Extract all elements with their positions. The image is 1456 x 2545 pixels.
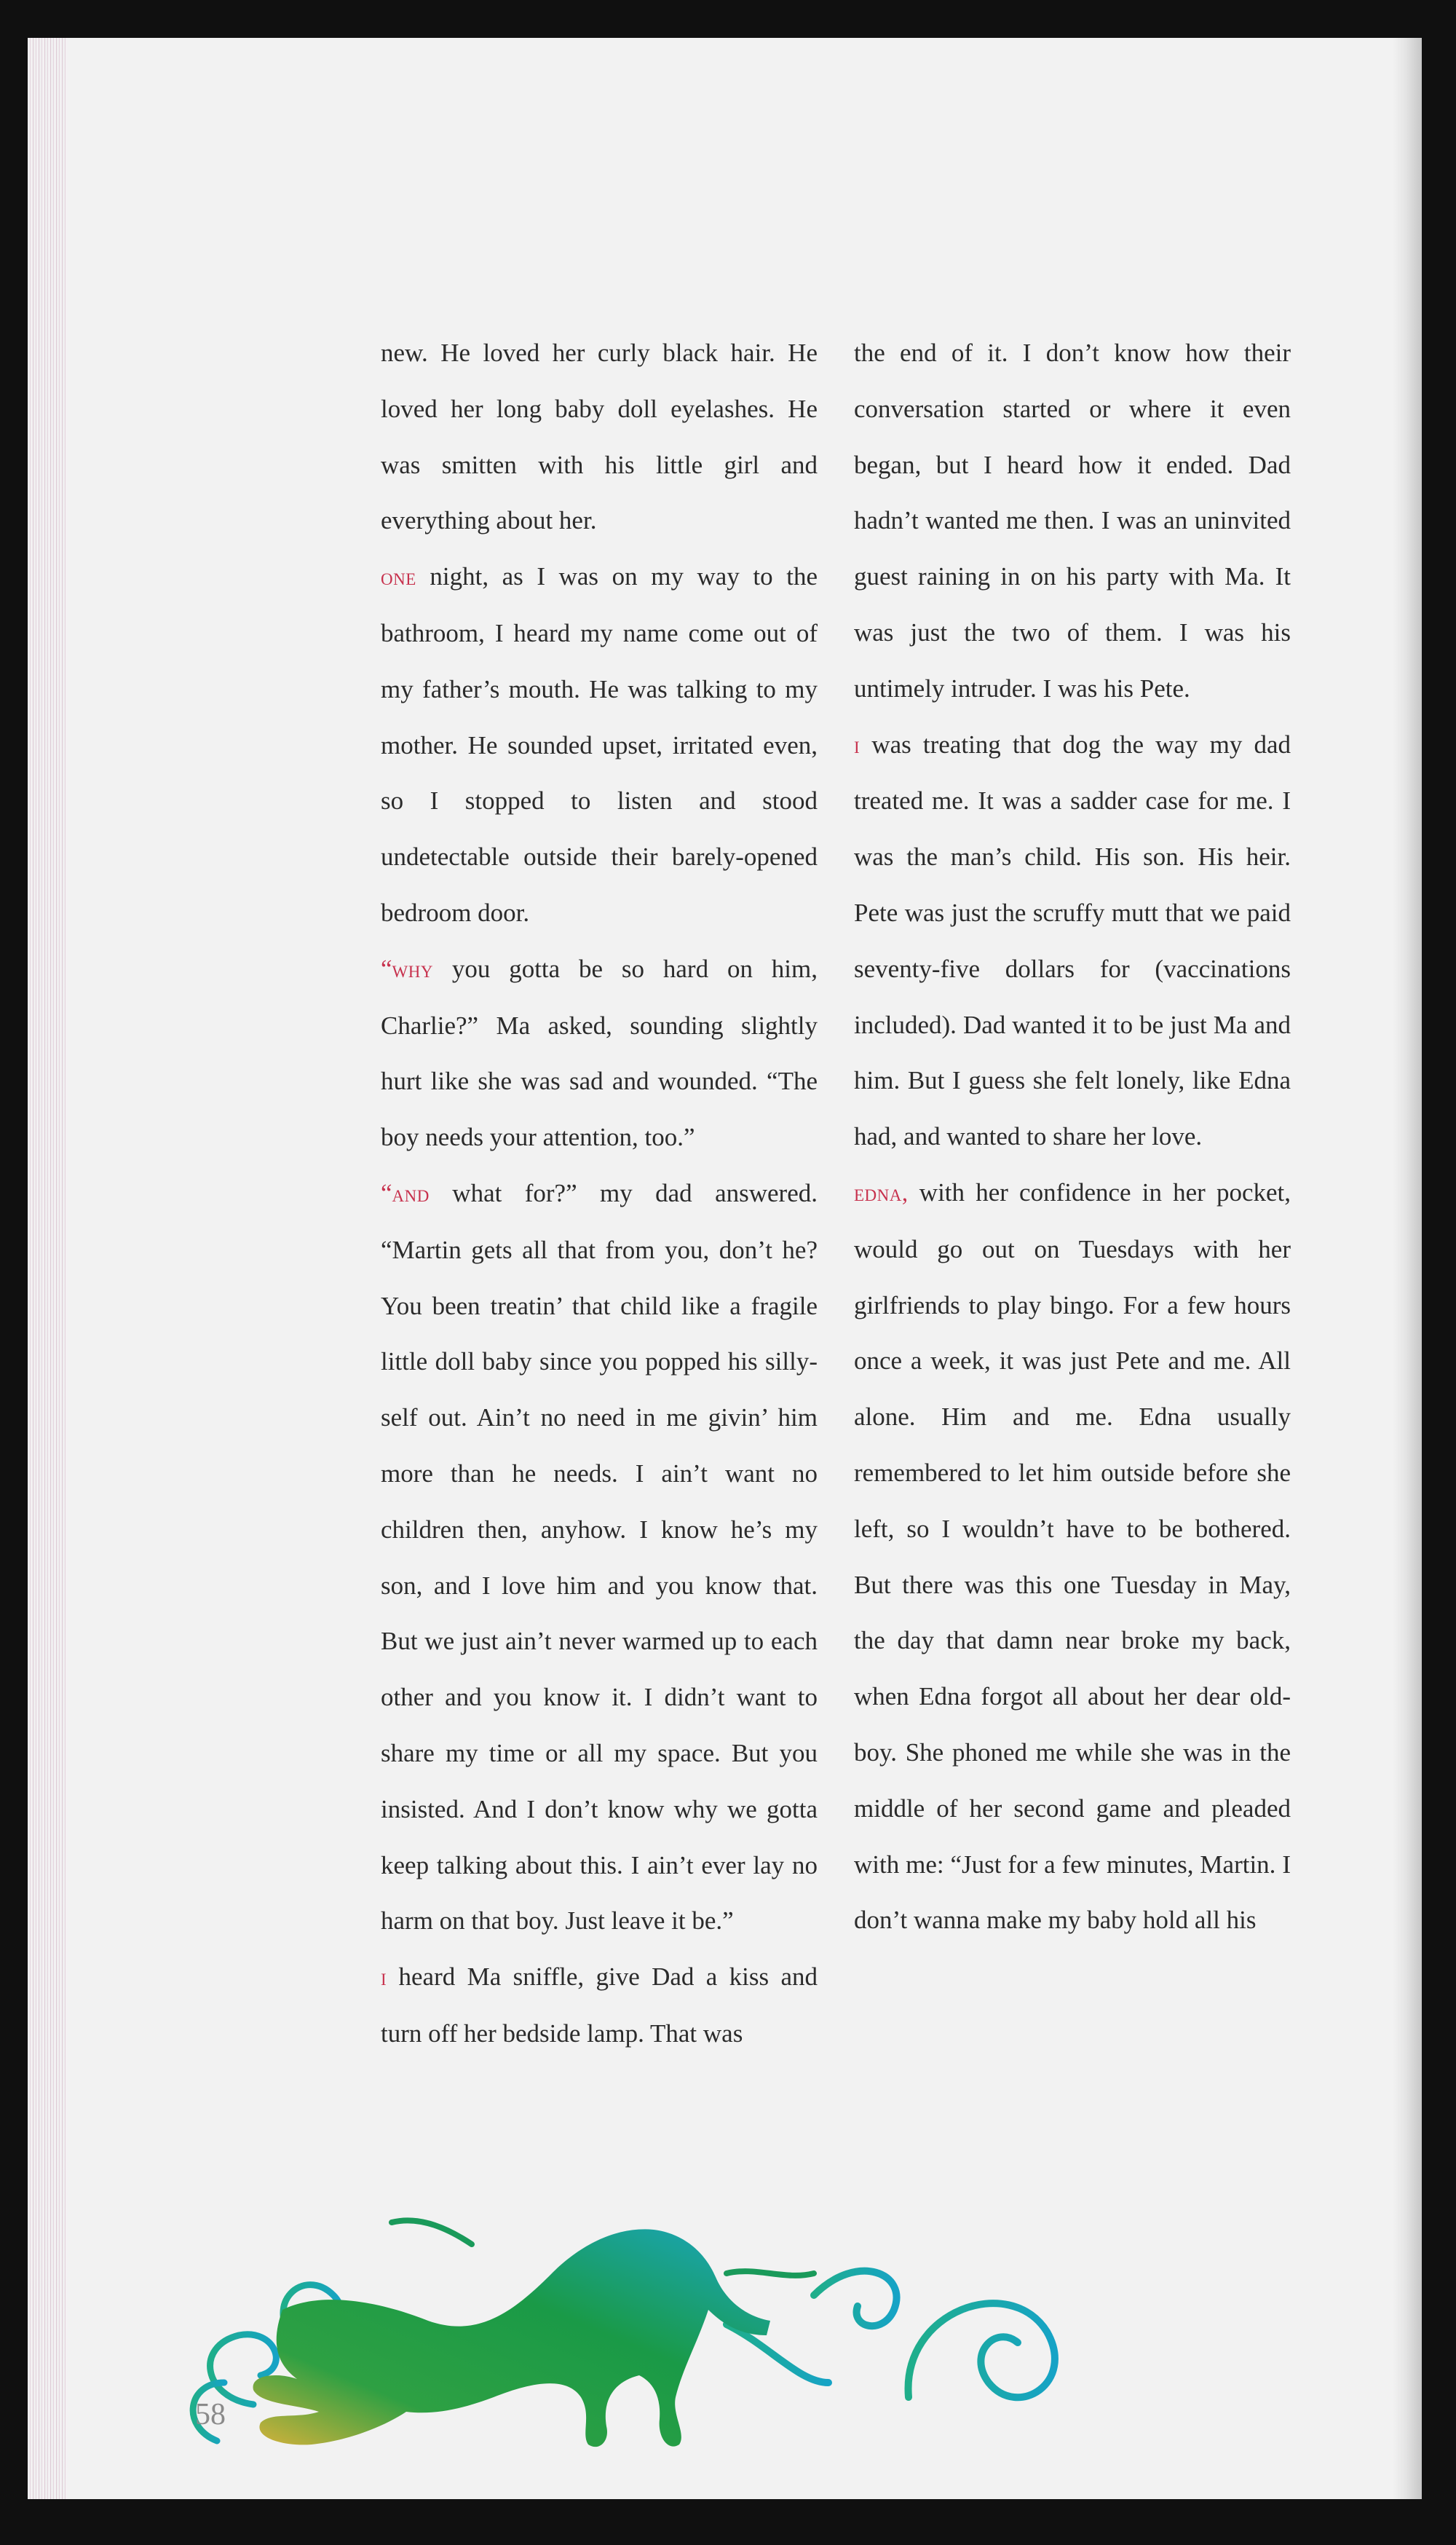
- drop-word: why: [392, 956, 433, 983]
- dog-silhouette: [253, 2229, 770, 2447]
- paragraph-text: what for?” my dad answered. “Martin gets all that from you, don’t he? You been treatin’ that child like a fragile little doll baby since you popped his silly-self out. Ain’t no need in me givin’ him more than he needs. I ain’t want no children then, anyhow. I know he’s my son, and I love him and you know that. But we just ain’t never warmed up to each other and you know it. I didn’t want to share my time or all my space. But you insisted. And I don’t know why we gotta keep talking about this. I ain’t ever lay no harm on that boy. Just leave it be.”: [381, 1178, 818, 1936]
- dog-illustration: [173, 2164, 1120, 2477]
- paragraph-text: heard Ma sniffle, give Dad a kiss and turn off her bedside lamp. That was: [381, 1962, 818, 2048]
- text-column-right: [854, 325, 1291, 1949]
- opening-quote: “: [381, 954, 392, 983]
- paragraph-text: the end of it. I don’t know how their conversation started or where it even began, but I heard how it ended. Dad hadn’t wanted me then. I was an uninvited guest raining in on his party with Ma. It was just the two of them. I was his untimely intruder. I was his Pete.: [854, 339, 1291, 703]
- paragraph-text: you gotta be so hard on him, Charlie?” Ma asked, sounding slightly hurt like she was sad and wounded. “The boy needs your attention, too.”: [381, 954, 818, 1152]
- swirl-right: [727, 2271, 1055, 2398]
- drop-word: edna,: [854, 1180, 909, 1207]
- page-number: 58: [195, 2398, 226, 2431]
- drop-word: and: [392, 1180, 430, 1207]
- paragraph-text: new. He loved her curly black hair. He loved her long baby doll eyelashes. He was smitten with his little girl and everything about her.: [381, 339, 818, 535]
- paragraph-text: night, as I was on my way to the bathroom, I heard my name come out of my father’s mouth. He was talking to my mother. He sounded upset, irritated even, so I stopped to listen and stood undetectable outside their barely-opened bedroom door.: [381, 562, 818, 927]
- paragraph: [381, 1949, 818, 2062]
- text-column-left: [381, 325, 818, 2062]
- page-edges: [28, 38, 68, 2499]
- paragraph: [381, 1166, 818, 1949]
- paragraph-text: with her confidence in her pocket, would go out on Tuesdays with her girlfriends to play bingo. For a few hours once a week, it was just Pete and me. All alone. Him and me. Edna usually remembered to let him outside before she left, so I wouldn’t have to be bothered. But there was this one Tuesday in May, the day that damn near broke my back, when Edna forgot all about her dear old-boy. She phoned me while she was in the middle of her second game and pleaded with me: “Just for a few minutes, Martin. I don’t wanna make my baby hold all his: [854, 1177, 1291, 1935]
- opening-quote: “: [381, 1178, 392, 1207]
- drop-word: i: [854, 732, 860, 759]
- drop-word: one: [381, 564, 416, 591]
- paragraph-text: was treating that dog the way my dad treated me. It was a sadder case for me. I was the man’s child. His son. His heir. Pete was just the scruffy mutt that we paid seventy-five dollars for (vaccinations included). Dad wanted it to be just Ma and him. But I guess she felt lonely, like Edna had, and wanted to share her love.: [854, 730, 1291, 1151]
- paragraph: [381, 549, 818, 942]
- paragraph: [381, 942, 818, 1166]
- paragraph: [381, 325, 818, 549]
- paragraph: [854, 1165, 1291, 1949]
- paragraph: [854, 325, 1291, 717]
- drop-word: i: [381, 1965, 387, 1992]
- book-page: [28, 38, 1422, 2499]
- spine-shadow: [1393, 38, 1422, 2499]
- paragraph: [854, 717, 1291, 1165]
